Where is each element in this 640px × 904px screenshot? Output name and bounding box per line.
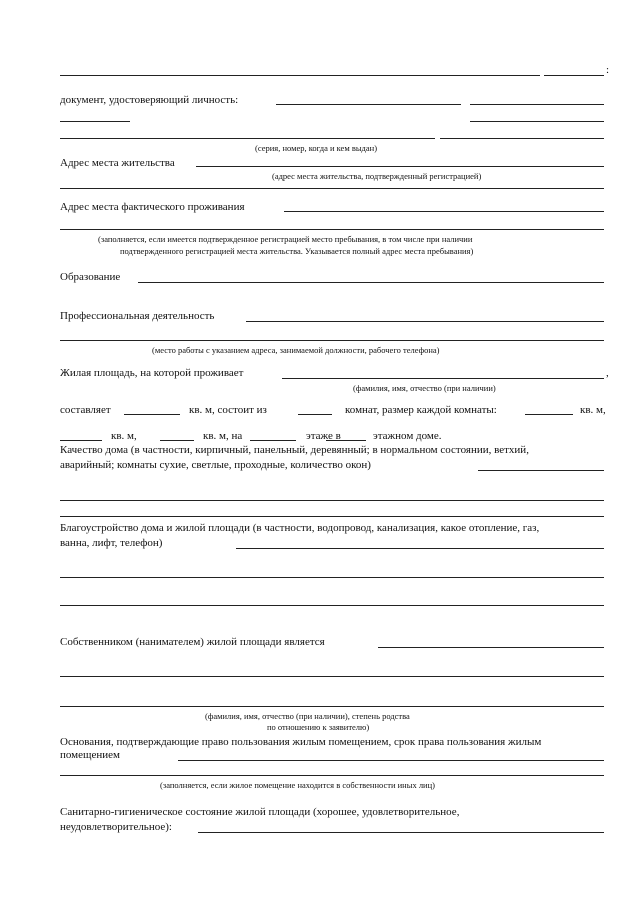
room-size-field[interactable] — [60, 440, 102, 441]
blank-line[interactable] — [60, 706, 604, 707]
house-quality-label-cont: аварийный; комнаты сухие, светлые, проходные, количество окон) — [60, 459, 371, 471]
owner-hint: по отношению к заявителю) — [267, 722, 370, 732]
sanitary-label-cont: неудовлетворительное): — [60, 821, 172, 833]
actual-residence-field[interactable] — [284, 211, 604, 212]
blank-line[interactable] — [60, 500, 604, 501]
sqm-consists-label: кв. м, состоит из — [189, 404, 267, 416]
id-document-hint: (серия, номер, когда и кем выдан) — [255, 143, 378, 153]
actual-residence-hint: подтвержденного регистрацией места жительства. Указывается полный адрес места пребывания) — [120, 246, 474, 256]
sqm-end-label: кв. м, — [580, 404, 606, 416]
id-document-field[interactable] — [276, 104, 461, 105]
room-size-field[interactable] — [160, 440, 194, 441]
area-makes-up-label: составляет — [60, 404, 111, 416]
owner-label: Собственником (нанимателем) жилой площади является — [60, 636, 325, 648]
living-space-hint: (фамилия, имя, отчество (при наличии) — [353, 383, 496, 393]
blank-line[interactable] — [470, 121, 604, 122]
blank-line[interactable] — [60, 577, 604, 578]
living-space-comma: , — [606, 367, 609, 379]
profession-field[interactable] — [246, 321, 604, 322]
living-space-label: Жилая площадь, на которой проживает — [60, 367, 244, 379]
grounds-field[interactable] — [178, 760, 604, 761]
actual-residence-hint: (заполняется, если имеется подтвержденное регистрацией место пребывания, в том числе при наличии — [98, 234, 473, 244]
owner-field[interactable] — [378, 647, 604, 648]
sqm-on-label: кв. м, на — [203, 430, 243, 442]
top-mark: : — [606, 64, 610, 76]
profession-hint: (место работы с указанием адреса, занимаемой должности, рабочего телефона) — [152, 345, 440, 355]
amenities-label-cont: ванна, лифт, телефон) — [60, 537, 163, 549]
blank-line[interactable] — [60, 605, 604, 606]
blank-line[interactable] — [60, 516, 604, 517]
rooms-size-label: комнат, размер каждой комнаты: — [345, 404, 497, 416]
floor-house-label: этажном доме. — [373, 430, 442, 442]
living-space-field[interactable] — [282, 378, 604, 379]
blank-line[interactable] — [440, 138, 604, 139]
blank-line[interactable] — [544, 75, 604, 76]
sqm-label: кв. м, — [111, 430, 137, 442]
blank-line[interactable] — [60, 188, 604, 189]
sanitary-field[interactable] — [198, 832, 604, 833]
education-label: Образование — [60, 271, 121, 283]
amenities-label: Благоустройство дома и жилой площади (в частности, водопровод, канализация, какое отопление, газ, — [60, 522, 540, 534]
residence-hint: (адрес места жительства, подтвержденный регистрацией) — [272, 171, 482, 181]
sanitary-label: Санитарно-гигиеническое состояние жилой площади (хорошее, удовлетворительное, — [60, 806, 460, 818]
blank-line[interactable] — [60, 138, 435, 139]
room-size-field[interactable] — [525, 414, 573, 415]
house-quality-field[interactable] — [478, 470, 604, 471]
grounds-label-cont: помещением — [60, 749, 120, 761]
actual-residence-label: Адрес места фактического проживания — [60, 201, 245, 213]
house-quality-label: Качество дома (в частности, кирпичный, панельный, деревянный; в нормальном состоянии, ветхий, — [60, 444, 529, 456]
amenities-field[interactable] — [236, 548, 604, 549]
residence-field[interactable] — [196, 166, 604, 167]
total-area-field[interactable] — [124, 414, 180, 415]
grounds-hint: (заполняется, если жилое помещение находится в собственности иных лиц) — [160, 780, 435, 790]
floors-total-field[interactable] — [326, 440, 366, 441]
blank-line[interactable] — [60, 340, 604, 341]
floor-in-label: этаже в — [306, 430, 341, 442]
id-document-label: документ, удостоверяющий личность: — [60, 94, 239, 106]
id-document-field[interactable] — [470, 104, 604, 105]
blank-line[interactable] — [60, 229, 604, 230]
blank-line[interactable] — [60, 775, 604, 776]
residence-label: Адрес места жительства — [60, 157, 175, 169]
rooms-count-field[interactable] — [298, 414, 332, 415]
floor-field[interactable] — [250, 440, 296, 441]
blank-line[interactable] — [60, 121, 130, 122]
blank-line[interactable] — [60, 676, 604, 677]
blank-line[interactable] — [60, 75, 540, 76]
profession-label: Профессиональная деятельность — [60, 310, 215, 322]
grounds-label: Основания, подтверждающие право пользования жилым помещением, срок права пользования жилым — [60, 736, 542, 748]
owner-hint: (фамилия, имя, отчество (при наличии), степень родства — [205, 711, 410, 721]
education-field[interactable] — [138, 282, 604, 283]
